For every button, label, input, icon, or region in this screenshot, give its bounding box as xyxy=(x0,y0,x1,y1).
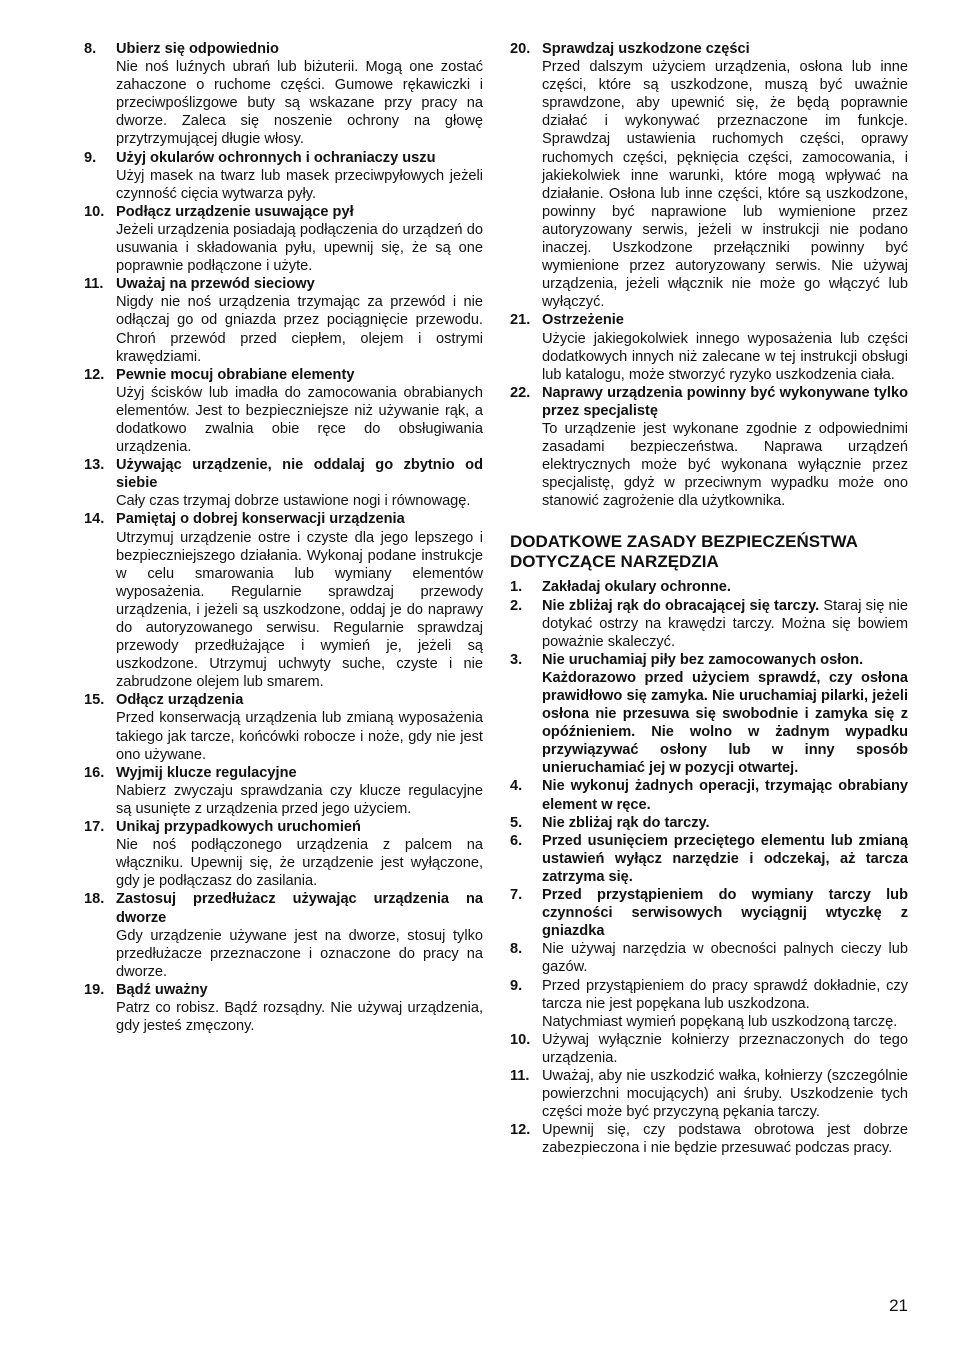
item-content xyxy=(542,40,908,311)
item-bold-paragraph: Każdorazowo przed użyciem sprawdź, czy osłona prawidłowo się zamyka. Nie uruchamiaj pilarki, jeżeli osłona nie przesuwa się swobodnie i zamyka się z opóźnieniem. Nie wolno w żadnym wypadku przywiązywać osłony lub w inny sposób unieruchamiać jej w pozycji otwartej. xyxy=(542,669,908,777)
item-title: Ostrzeżenie xyxy=(542,312,624,329)
item-title: Wyjmij klucze regulacyjne xyxy=(116,764,297,781)
item-body: Gdy urządzenie używane jest na dworze, stosuj tylko przedłużacze przeznaczone i oznaczone do pracy na dworze. xyxy=(116,927,483,980)
item-content xyxy=(542,651,908,778)
item-bold-text: Nie uruchamiaj piły bez zamocowanych osłon. xyxy=(542,651,864,668)
list-item xyxy=(84,510,483,691)
list-item xyxy=(510,40,908,311)
item-title: Podłącz urządzenie usuwające pył xyxy=(116,203,354,220)
item-text xyxy=(542,1121,908,1157)
item-bold-text: Zakładaj okulary ochronne. xyxy=(542,579,731,596)
list-item xyxy=(84,981,483,1035)
item-body: Użyj masek na twarz lub masek przeciwpyłowych jeżeli czynność cięcia wytwarza pyły. xyxy=(116,167,483,202)
item-title: Uważaj na przewód sieciowy xyxy=(116,276,315,293)
list-item xyxy=(510,651,908,778)
item-body: Utrzymuj urządzenie ostre i czyste dla jego lepszego i bezpieczniejszego działania. Wykonaj podane instrukcje w celu smarowania lub wymiany elementów wyposażenia. Regularnie sprawdzaj przewody urządzenia, i jeżeli są uszkodzone, oddaj je do naprawy do autoryzowanego serwisu. Regularnie sprawdzaj przewody przedłużające i wymień je, jeżeli są uszkodzone. Utrzymuj uchwyty suche, czyste i nie zabrudzone olejem lub smarem. xyxy=(116,529,483,691)
item-number: 18. xyxy=(84,891,105,908)
item-title: Sprawdzaj uszkodzone części xyxy=(542,41,750,57)
item-number: 20. xyxy=(510,41,531,57)
item-plain-text: Upewnij się, czy podstawa obrotowa jest dobrze zabezpieczona i nie będzie przesuwać podczas pracy. xyxy=(542,1122,908,1157)
item-plain-text: Uważaj, aby nie uszkodzić wałka, kołnierzy (szczególnie powierzchni mocujących) ani śruby. Uszkodzenie tych części może być przyczyną pękania tarczy. xyxy=(542,1067,908,1121)
additional-rules-list xyxy=(510,578,908,1157)
item-title: Pewnie mocuj obrabiane elementy xyxy=(116,366,355,383)
item-body: Użyj ścisków lub imadła do zamocowania obrabianych elementów. Jest to bezpieczniejsze niż używanie rąk, a dodatkowo zwalnia obie ręce do obsługiwania urządzenia. xyxy=(116,384,483,456)
item-number: 2. xyxy=(510,597,523,614)
list-item xyxy=(510,1067,908,1121)
item-number: 16. xyxy=(84,764,105,781)
item-bold-text: Przed przystąpieniem do wymiany tarczy lub czynności serwisowych wyciągnij wtyczkę z gniazdka xyxy=(542,887,908,940)
list-item xyxy=(84,40,483,149)
right-numbered-list xyxy=(510,40,908,510)
list-item xyxy=(510,384,908,511)
item-number: 21. xyxy=(510,312,531,329)
item-content xyxy=(542,384,908,511)
item-body: Przed konserwacją urządzenia lub zmianą wyposażenia takiego jak tarcze, końcówki robocze i noże, gdy nie jest ono używane. xyxy=(116,710,483,763)
list-item xyxy=(84,366,483,456)
item-number: 19. xyxy=(84,981,105,998)
item-number: 7. xyxy=(510,887,523,904)
list-item xyxy=(510,777,908,813)
item-body: Nie noś luźnych ubrań lub biżuterii. Mogą one zostać zahaczone o ruchome części. Gumowe rękawiczki i przeciwpoślizgowe buty są wskazane przy pracy na dworze. Zaleca się noszenie ochrony na głowę przytrzymującej długie włosy. xyxy=(116,59,483,148)
item-number: 22. xyxy=(510,384,531,401)
item-text xyxy=(542,940,908,976)
item-content xyxy=(116,510,483,691)
list-item xyxy=(84,149,483,203)
list-item xyxy=(510,578,908,596)
left-column xyxy=(84,40,483,1035)
item-bold-text: Nie zbliżaj rąk do tarczy. xyxy=(542,814,710,831)
item-content xyxy=(116,981,483,1035)
item-text xyxy=(542,597,908,651)
item-number: 10. xyxy=(84,203,105,220)
list-item xyxy=(510,311,908,383)
item-number: 8. xyxy=(84,41,97,57)
item-body: Nabierz zwyczaju sprawdzania czy klucze regulacyjne są usunięte z urządzenia przed jego użyciem. xyxy=(116,782,483,817)
item-number: 6. xyxy=(510,832,523,849)
list-item xyxy=(84,890,483,980)
item-content xyxy=(542,832,908,886)
item-number: 4. xyxy=(510,778,523,795)
list-item xyxy=(84,203,483,275)
item-plain-text: Nie używaj narzędzia w obecności palnych cieczy lub gazów. xyxy=(542,941,908,976)
item-content xyxy=(116,890,483,980)
item-body: Nie noś podłączonego urządzenia z palcem na włączniku. Upewnij się, że urządzenie jest wyłączone, gdy je podłączasz do zasilania. xyxy=(116,837,483,890)
item-content xyxy=(542,578,908,596)
item-content xyxy=(116,203,483,275)
section-heading: DODATKOWE ZASADY BEZPIECZEŃSTWA DOTYCZĄCE NARZĘDZIA xyxy=(510,532,858,572)
item-title: Użyj okularów ochronnych i ochraniaczy uszu xyxy=(116,149,436,166)
item-content xyxy=(542,1031,908,1067)
item-title: Pamiętaj o dobrej konserwacji urządzenia xyxy=(116,511,405,528)
item-number: 3. xyxy=(510,651,523,668)
item-title: Naprawy urządzenia powinny być wykonywane tylko przez specjalistę xyxy=(542,384,908,419)
item-body: Nigdy nie noś urządzenia trzymając za przewód i nie odłączaj go od gniazda przez pociągnięcie przewodu. Chroń przewód przed ciepłem, olejem i ostrymi krawędziami. xyxy=(116,294,483,365)
item-number: 5. xyxy=(510,814,523,831)
item-number: 11. xyxy=(510,1067,530,1084)
list-item xyxy=(510,814,908,832)
item-title: Unikaj przypadkowych uruchomień xyxy=(116,819,361,836)
item-bold-text: Przed usunięciem przeciętego elementu lub zmianą ustawień wyłącz narzędzie i odczekaj, aż tarcza zatrzyma się. xyxy=(542,832,908,885)
item-text xyxy=(542,578,908,596)
item-content xyxy=(542,1067,908,1121)
item-title: Używając urządzenie, nie oddalaj go zbytnio od siebie xyxy=(116,457,483,492)
item-title: Ubierz się odpowiednio xyxy=(116,41,279,57)
list-item xyxy=(510,832,908,886)
item-number: 8. xyxy=(510,941,523,958)
item-text xyxy=(542,777,908,813)
item-number: 11. xyxy=(84,276,104,293)
item-number: 13. xyxy=(84,457,105,474)
item-content xyxy=(116,764,483,818)
list-item xyxy=(84,818,483,890)
item-text xyxy=(542,1031,908,1067)
item-content xyxy=(542,777,908,813)
right-column xyxy=(510,40,908,1157)
list-item xyxy=(510,1031,908,1067)
item-body: Użycie jakiegokolwiek innego wyposażenia lub części dodatkowych innych niż zalecane w tej instrukcji obsługi lub katalogu, może stworzyć ryzyko uszkodzenia ciała. xyxy=(542,330,908,383)
item-content xyxy=(542,940,908,976)
list-item xyxy=(84,275,483,365)
item-extra-paragraph: Natychmiast wymień popękaną lub uszkodzoną tarczę. xyxy=(542,1013,898,1030)
item-number: 15. xyxy=(84,692,105,709)
item-content xyxy=(116,818,483,890)
list-item xyxy=(510,886,908,940)
item-body: Jeżeli urządzenia posiadają podłączenia do urządzeń do usuwania i składowania pyłu, upewnij się, że są one poprawnie podłączone i użyte. xyxy=(116,221,483,275)
item-bold-text: Nie zbliżaj rąk do obracającej się tarczy. xyxy=(542,597,820,614)
item-body: Cały czas trzymaj dobrze ustawione nogi i równowagę. xyxy=(116,493,471,510)
item-content xyxy=(542,977,908,1031)
item-text xyxy=(542,1067,908,1121)
item-number: 17. xyxy=(84,819,105,836)
item-number: 12. xyxy=(84,366,105,383)
list-item xyxy=(510,597,908,651)
item-text xyxy=(542,814,908,832)
item-number: 9. xyxy=(510,977,523,994)
list-item xyxy=(84,691,483,763)
item-text xyxy=(542,832,908,886)
item-number: 10. xyxy=(510,1031,531,1048)
item-text xyxy=(542,977,908,1013)
item-text xyxy=(542,886,908,940)
item-body: Przed dalszym użyciem urządzenia, osłona lub inne części, które są uszkodzone, muszą być uważnie sprawdzone, aby upewnić się, że będą poprawnie działać i wykonywać przeznaczone im funkcje. Sprawdzaj ustawienia ruchomych części, oprawy ruchomych części, pęknięcia części, zamocowania, i jakiekolwiek inne warunki, które mogą wpływać na działanie. Osłona lub inne części, które są uszkodzone, powinny być naprawione lub wymienione przez autoryzowany serwis, jeżeli w instrukcji nie podano inaczej. Uszkodzone przełączniki powinny być wymienione przez autoryzowany serwis. Nie używaj urządzenia, jeżeli włącznik nie może go włączyć lub wyłączyć. xyxy=(542,59,908,311)
list-item xyxy=(84,764,483,818)
list-item xyxy=(510,1121,908,1157)
item-content xyxy=(542,597,908,651)
item-plain-text: Używaj wyłącznie kołnierzy przeznaczonych do tego urządzenia. xyxy=(542,1031,908,1066)
page-number: 21 xyxy=(889,1296,908,1315)
item-content xyxy=(542,311,908,383)
list-item xyxy=(84,456,483,510)
item-content xyxy=(542,814,908,832)
item-plain-text: Staraj się nie dotykać ostrzy na krawędzi tarczy. Można się bowiem poważnie skaleczyć. xyxy=(542,597,909,650)
item-content xyxy=(542,886,908,940)
item-content xyxy=(542,1121,908,1157)
item-text xyxy=(542,651,908,669)
item-content xyxy=(116,456,483,510)
list-item xyxy=(510,940,908,976)
item-number: 12. xyxy=(510,1122,531,1139)
item-content xyxy=(116,40,483,149)
item-plain-text: Przed przystąpieniem do pracy sprawdź dokładnie, czy tarcza nie jest popękana lub uszkodzona. xyxy=(542,977,908,1012)
item-number: 14. xyxy=(84,511,105,528)
item-title: Zastosuj przedłużacz używając urządzenia na dworze xyxy=(116,891,483,926)
item-content xyxy=(116,149,483,203)
item-content xyxy=(116,275,483,365)
item-content xyxy=(116,691,483,763)
item-title: Bądź uważny xyxy=(116,981,208,998)
item-bold-text: Nie wykonuj żadnych operacji, trzymając obrabiany element w ręce. xyxy=(542,778,908,813)
item-body: Patrz co robisz. Bądź rozsądny. Nie używaj urządzenia, gdy jesteś zmęczony. xyxy=(116,999,483,1035)
item-body: To urządzenie jest wykonane zgodnie z odpowiednimi zasadami bezpieczeństwa. Naprawa urządzeń elektrycznych może być wykonana wyłącznie przez specjalistę, gdyż w przeciwnym wypadku może ono stanowić zagrożenie dla użytkownika. xyxy=(542,420,908,510)
list-item xyxy=(510,977,908,1031)
item-number: 9. xyxy=(84,149,97,166)
item-number: 1. xyxy=(510,579,523,596)
item-title: Odłącz urządzenia xyxy=(116,692,244,709)
item-content xyxy=(116,366,483,456)
